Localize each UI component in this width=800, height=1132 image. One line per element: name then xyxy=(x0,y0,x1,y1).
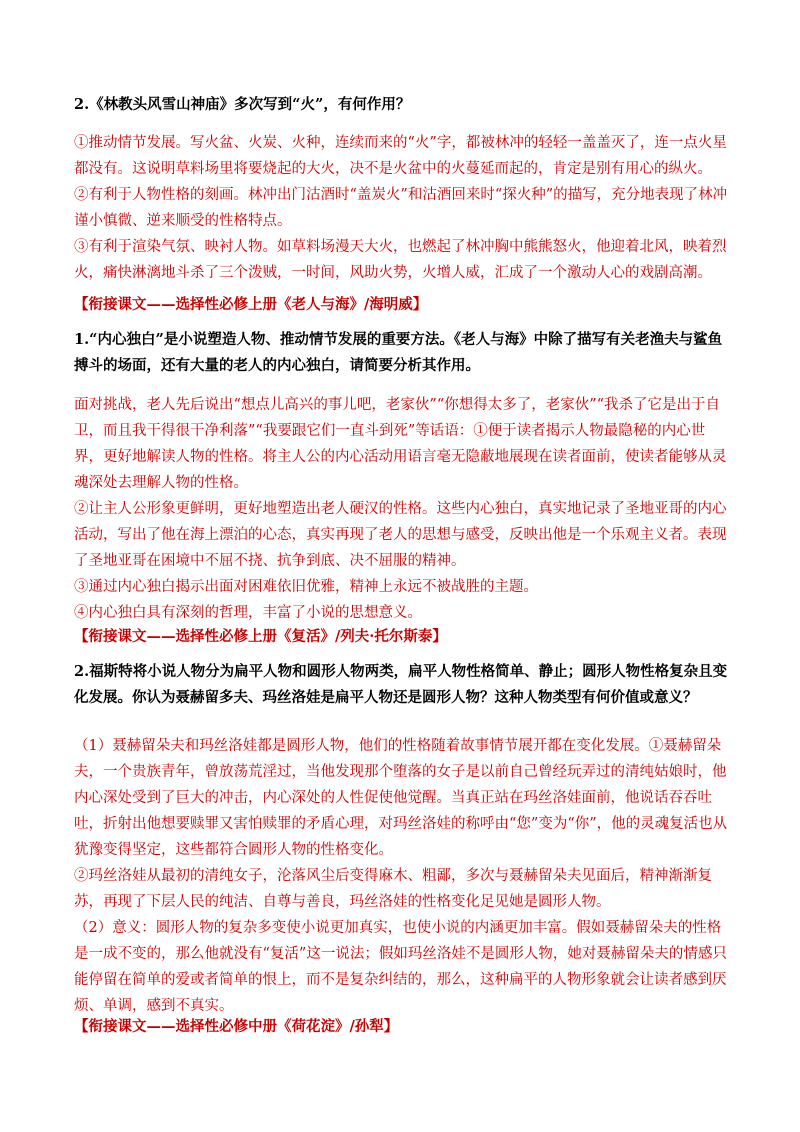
answer-paragraph: ②玛丝洛娃从最初的清纯女子，沦落风尘后变得麻木、粗鄙，多次与聂赫留朵夫见面后，精神渐渐复苏，再现了下层人民的纯洁、自尊与善良，玛丝洛娃的性格变化足见她是圆形人物。 xyxy=(74,868,712,910)
question-inner-monologue: 1.“内心独白”是小说塑造人物、推动情节发展的重要方法。《老人与海》中除了描写有关老渔夫与鲨鱼搏斗的场面，还有大量的老人的内心独白，请简要分析其作用。 xyxy=(74,331,723,374)
answer-paragraph: ③有利于渲染气氛、映衬人物。如草料场漫天大火，也燃起了林冲胸中熊熊怒火，他迎着北风，映着烈火，痛快淋漓地斗杀了三个泼贼，一时间，风助火势，火增人威，汇成了一个激动人心的戏剧高潮。 xyxy=(74,239,727,281)
answer-paragraph: ②有利于人物性格的刻画。林冲出门沽酒时“盖炭火”和沽酒回来时“探火种”的描写，充分地表现了林冲谨小慎微、逆来顺受的性格特点。 xyxy=(74,187,728,229)
section-heading-old-man-and-sea: 【衔接课文——选择性必修上册《老人与海》/海明威】 xyxy=(74,296,428,313)
answer-paragraph: ②让主人公形象更鲜明，更好地塑造出老人硬汉的性格。这些内心独白，真实地记录了圣地亚哥的内心活动，写出了他在海上漂泊的心态，真实再现了老人的思想与感受，反映出他是一个乐观主义者。表现了圣地亚哥在困境中不屈不挠、抗争到底、决不屈服的精神。 xyxy=(74,501,727,569)
answer-paragraph: （2）意义：圆形人物的复杂多变使小说更加真实，也使小说的内涵更加丰富。假如聂赫留朵夫的性格是一成不变的，那么他就没有“复活”这一说法；假如玛丝洛娃不是圆形人物，她对聂赫留朵夫的情感只能停留在简单的爱或者简单的恨上，而不是复杂纠结的，那么，这种扁平的人物形象就会让读者感到厌烦、单调，感到不真实。 xyxy=(74,920,727,1014)
answer-paragraph: ①推动情节发展。写火盆、火炭、火种，连续而来的“火”字，都被林冲的轻轻一盖盖灭了，连一点火星都没有。这说明草料场里将要烧起的大火，决不是火盆中的火蔓延而起的，肯定是别有用心的纵火。 xyxy=(74,135,727,177)
question-fire: 2.《林教头风雪山神庙》多次写到“火”，有何作用？ xyxy=(74,96,411,113)
question-round-flat-characters: 2.福斯特将小说人物分为扁平人物和圆形人物两类，扁平人物性格简单、静止；圆形人物性格复杂且变化发展。你认为聂赫留多夫、玛丝洛娃是扁平人物还是圆形人物？这种人物类型有何价值或意义？ xyxy=(74,663,728,706)
answer-paragraph: 面对挑战，老人先后说出“想点儿高兴的事儿吧，老家伙”“你想得太多了，老家伙”“我杀了它是出于自卫，而且我干得很干净利落”“我要跟它们一直斗到死”等话语：①便于读者揭示人物最隐秘的内心世界，更好地解读人物的性格。将主人公的内心活动用语言毫无隐蔽地展现在读者面前，使读者能够从灵魂深处去理解人物的性格。 xyxy=(74,397,727,491)
answer-fire xyxy=(74,130,734,286)
section-heading-resurrection: 【衔接课文——选择性必修上册《复活》/列夫·托尔斯泰】 xyxy=(74,628,447,645)
answer-paragraph: ③通过内心独白揭示出面对困难依旧优雅，精神上永远不被战胜的主题。 xyxy=(74,579,538,595)
answer-round-flat-characters xyxy=(74,733,734,1019)
answer-paragraph: ④内心独白具有深刻的哲理，丰富了小说的思想意义。 xyxy=(74,605,422,621)
answer-inner-monologue xyxy=(74,392,734,626)
section-heading-lotus-pond: 【衔接课文——选择性必修中册《荷花淀》/孙犁】 xyxy=(74,1018,399,1035)
answer-paragraph: （1）聂赫留朵夫和玛丝洛娃都是圆形人物，他们的性格随着故事情节展开都在变化发展。①聂赫留朵夫，一个贵族青年，曾放荡荒淫过，当他发现那个堕落的女子是以前自己曾经玩弄过的清纯姑娘时，他内心深处受到了巨大的冲击，内心深处的人性促使他觉醒。当真正站在玛丝洛娃面前，他说话吞吞吐吐，折射出他想要赎罪又害怕赎罪的矛盾心理，对玛丝洛娃的称呼由“您”变为“你”，他的灵魂复活也从犹豫变得坚定，这些都符合圆形人物的性格变化。 xyxy=(74,738,728,858)
